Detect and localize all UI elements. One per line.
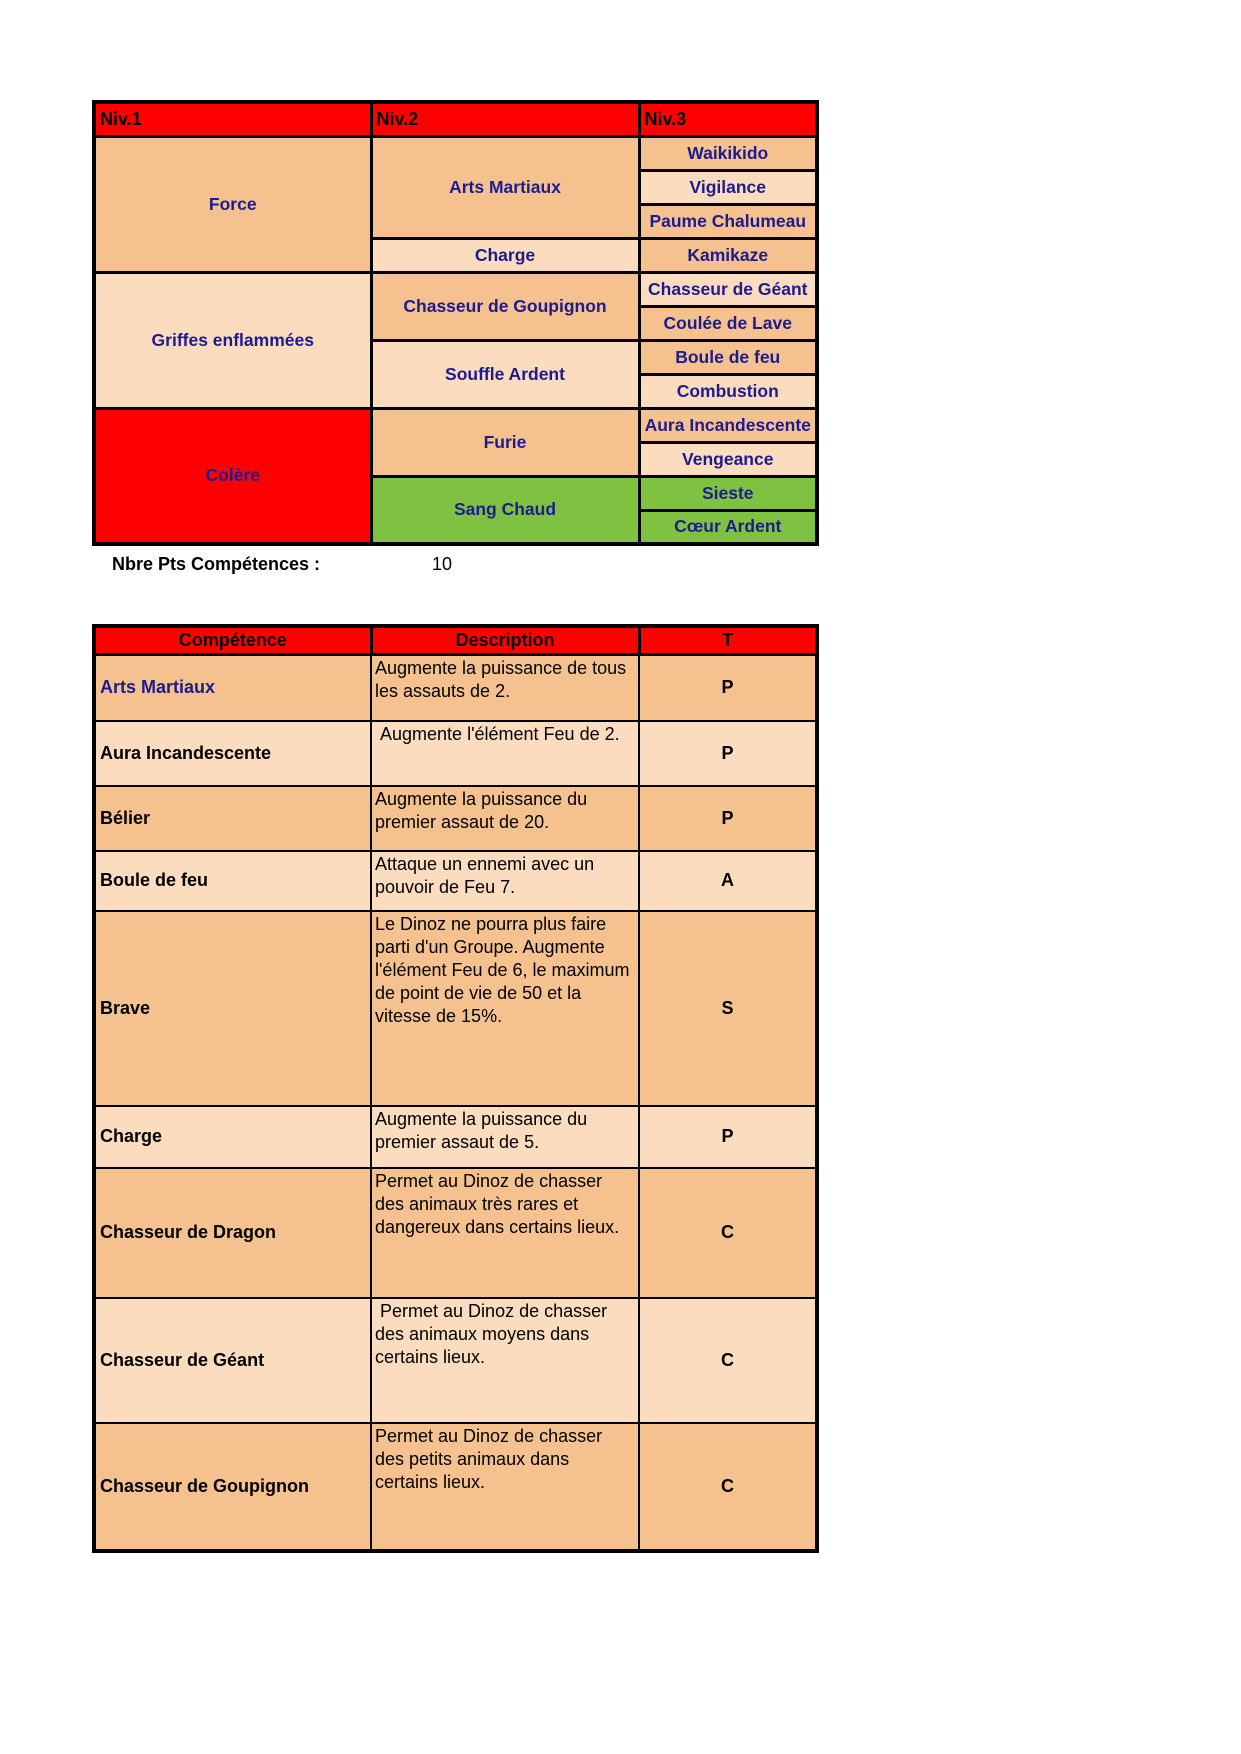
- skill-name-cell: Boule de feu: [94, 851, 371, 911]
- skill-type-cell: S: [639, 911, 817, 1106]
- column-header-competence: Compétence: [94, 626, 371, 655]
- tree-cell-chasseur-de-geant: Chasseur de Géant: [639, 272, 817, 306]
- skill-type-cell: P: [639, 1106, 817, 1168]
- skill-description-cell: Augmente la puissance du premier assaut de 20.: [371, 786, 639, 851]
- column-header-niv2: Niv.2: [371, 102, 639, 136]
- table-row: [94, 721, 817, 786]
- points-row: [92, 554, 815, 580]
- tree-cell-waikikido: Waikikido: [639, 136, 817, 170]
- skill-type-cell: P: [639, 786, 817, 851]
- tree-cell-combustion: Combustion: [639, 374, 817, 408]
- tree-cell-aura-incandescente: Aura Incandescente: [639, 408, 817, 442]
- tree-cell-vengeance: Vengeance: [639, 442, 817, 476]
- tree-cell-charge: Charge: [371, 238, 639, 272]
- tree-cell-force: Force: [94, 136, 371, 272]
- tree-cell-paume-chalumeau: Paume Chalumeau: [639, 204, 817, 238]
- skill-type-cell: C: [639, 1168, 817, 1298]
- tree-cell-coeur-ardent: Cœur Ardent: [639, 510, 817, 544]
- tree-cell-sang-chaud: Sang Chaud: [371, 476, 639, 544]
- tree-row: [94, 136, 817, 170]
- tree-cell-boule-de-feu: Boule de feu: [639, 340, 817, 374]
- skill-name-cell: Brave: [94, 911, 371, 1106]
- table-row: [94, 1298, 817, 1423]
- tree-cell-chasseur-de-goupignon: Chasseur de Goupignon: [371, 272, 639, 340]
- tree-cell-griffes-enflammees: Griffes enflammées: [94, 272, 371, 408]
- skills-header-row: [94, 626, 817, 655]
- skill-type-cell: P: [639, 655, 817, 721]
- column-header-niv3: Niv.3: [639, 102, 817, 136]
- table-row: [94, 1168, 817, 1298]
- skill-tree-table: [92, 100, 819, 546]
- tree-row: [94, 408, 817, 442]
- table-row: [94, 1106, 817, 1168]
- tree-cell-sieste: Sieste: [639, 476, 817, 510]
- skill-name-cell: Arts Martiaux: [94, 655, 371, 721]
- skill-name-cell: Charge: [94, 1106, 371, 1168]
- skill-description-cell: Le Dinoz ne pourra plus faire parti d'un Groupe. Augmente l'élément Feu de 6, le maximum de point de vie de 50 et la vitesse de 15%.: [371, 911, 639, 1106]
- skill-description-cell: Augmente l'élément Feu de 2.: [371, 721, 639, 786]
- tree-cell-arts-martiaux: Arts Martiaux: [371, 136, 639, 238]
- column-header-type: T: [639, 626, 817, 655]
- tree-cell-coulee-de-lave: Coulée de Lave: [639, 306, 817, 340]
- skill-name-cell: Chasseur de Dragon: [94, 1168, 371, 1298]
- points-value: 10: [432, 554, 453, 574]
- tree-cell-colere: Colère: [94, 408, 371, 544]
- tree-cell-souffle-ardent: Souffle Ardent: [371, 340, 639, 408]
- skill-name-cell: Chasseur de Goupignon: [94, 1423, 371, 1551]
- skill-description-cell: Augmente la puissance de tous les assauts de 2.: [371, 655, 639, 721]
- skill-type-cell: P: [639, 721, 817, 786]
- skill-description-cell: Permet au Dinoz de chasser des animaux très rares et dangereux dans certains lieux.: [371, 1168, 639, 1298]
- column-header-description: Description: [371, 626, 639, 655]
- skills-table: [92, 624, 819, 1553]
- table-row: [94, 786, 817, 851]
- skill-type-cell: A: [639, 851, 817, 911]
- skill-name-cell: Bélier: [94, 786, 371, 851]
- column-header-niv1: Niv.1: [94, 102, 371, 136]
- table-row: [94, 851, 817, 911]
- points-label: Nbre Pts Compétences :: [112, 554, 321, 574]
- table-row: [94, 1423, 817, 1551]
- tree-cell-vigilance: Vigilance: [639, 170, 817, 204]
- skill-type-cell: C: [639, 1298, 817, 1423]
- skill-description-cell: Permet au Dinoz de chasser des animaux moyens dans certains lieux.: [371, 1298, 639, 1423]
- tree-cell-kamikaze: Kamikaze: [639, 238, 817, 272]
- skill-description-cell: Permet au Dinoz de chasser des petits animaux dans certains lieux.: [371, 1423, 639, 1551]
- tree-cell-furie: Furie: [371, 408, 639, 476]
- tree-row: [94, 272, 817, 306]
- skill-description-cell: Attaque un ennemi avec un pouvoir de Feu 7.: [371, 851, 639, 911]
- skill-name-cell: Aura Incandescente: [94, 721, 371, 786]
- skill-type-cell: C: [639, 1423, 817, 1551]
- table-row: [94, 655, 817, 721]
- table-row: [94, 911, 817, 1106]
- skill-description-cell: Augmente la puissance du premier assaut de 5.: [371, 1106, 639, 1168]
- skill-name-cell: Chasseur de Géant: [94, 1298, 371, 1423]
- tree-header-row: [94, 102, 817, 136]
